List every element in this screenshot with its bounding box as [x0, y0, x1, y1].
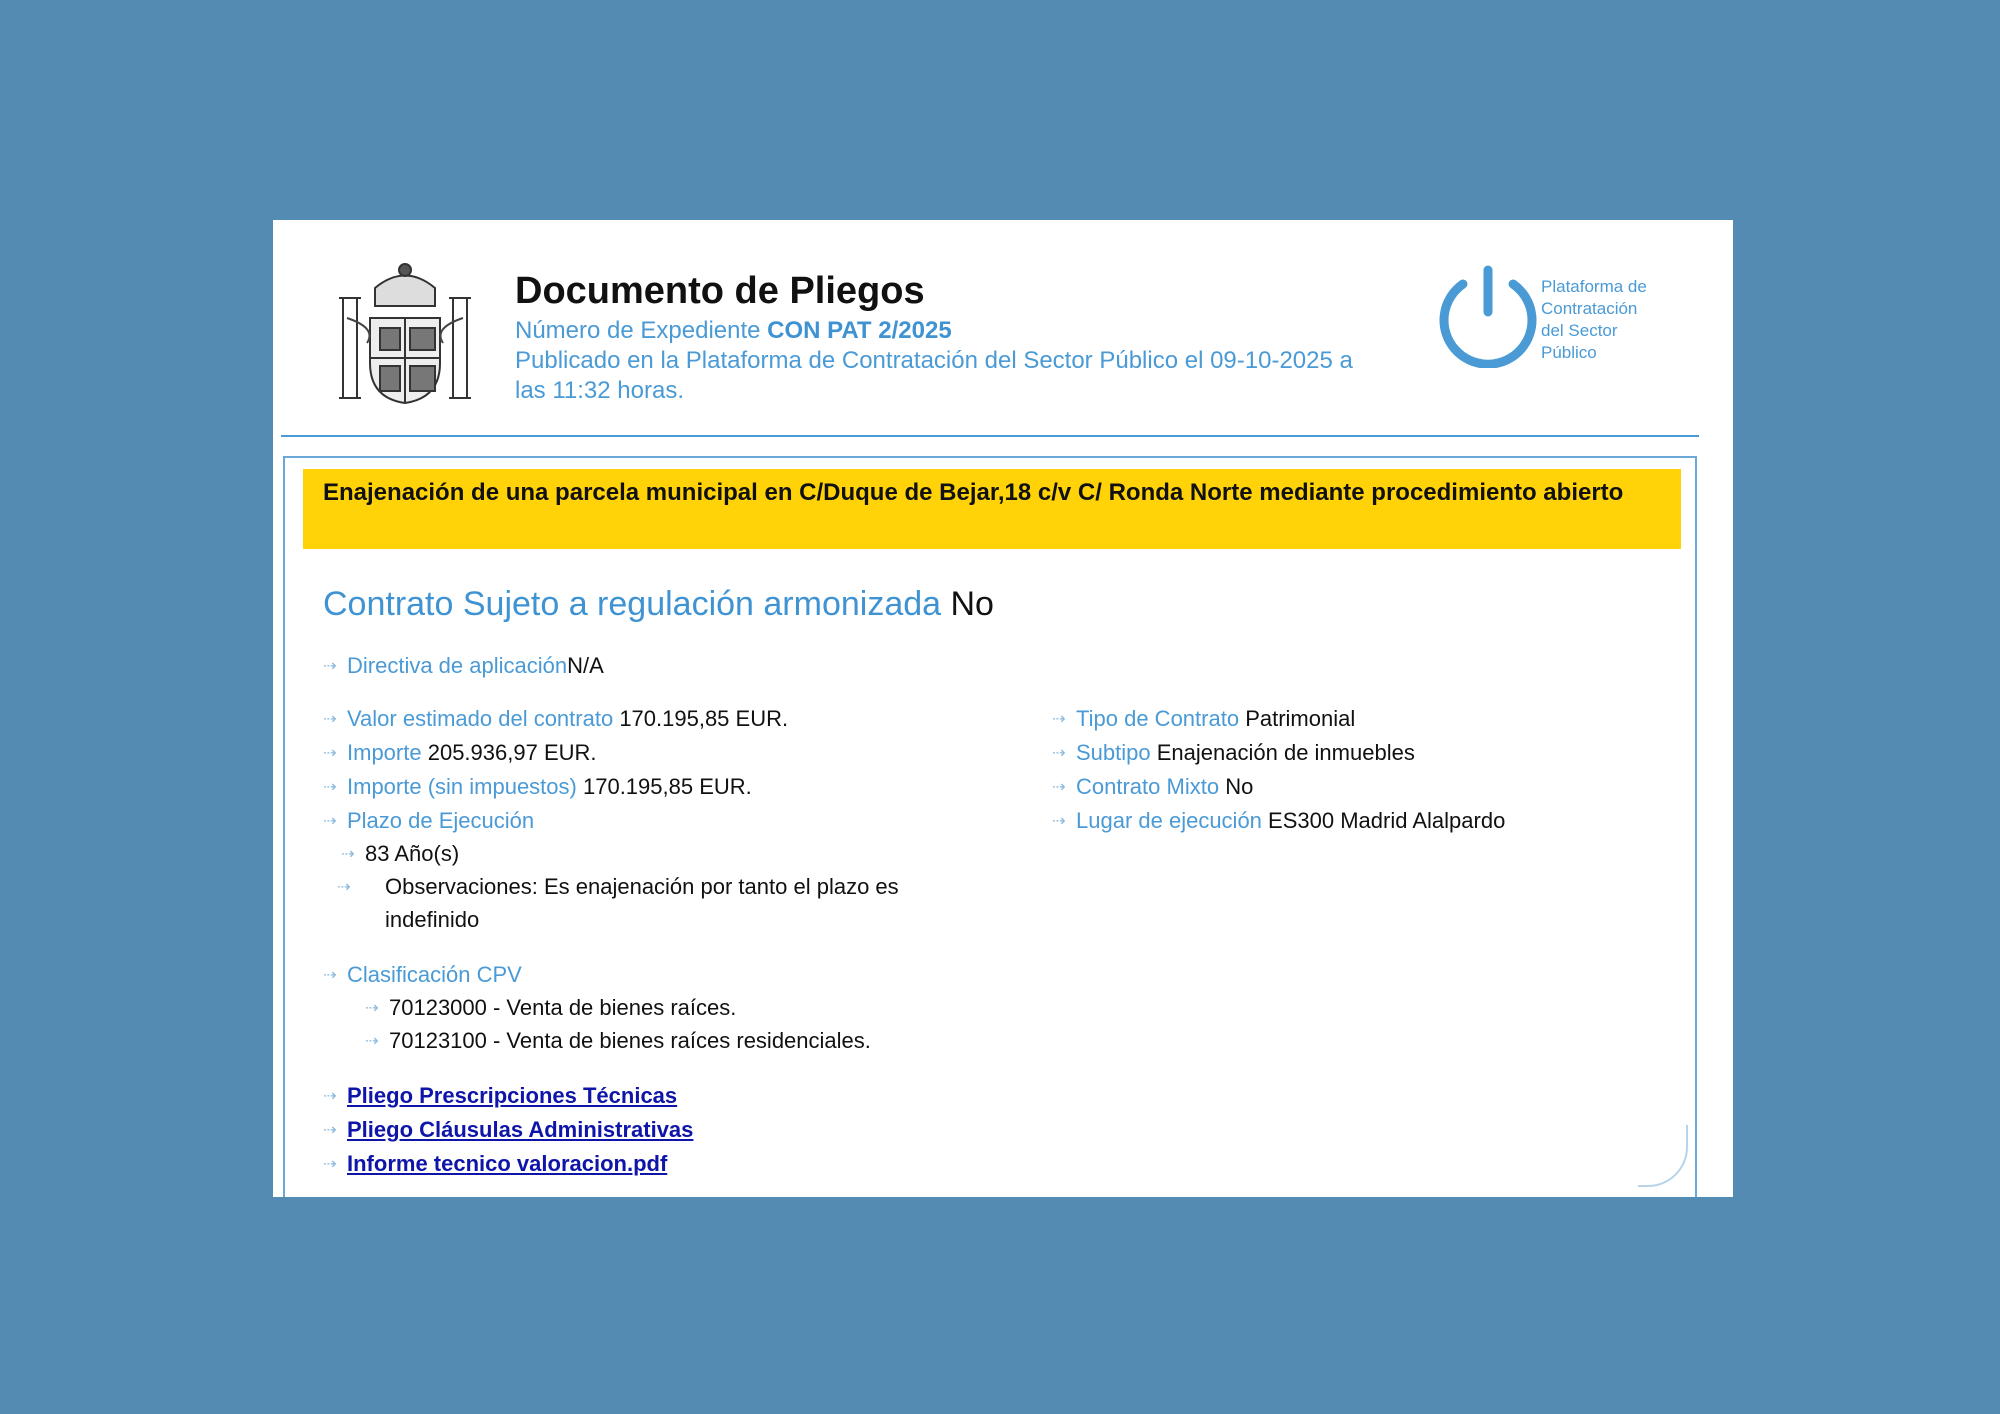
- plazo-duration: 83 Año(s): [365, 841, 460, 866]
- header-divider: [281, 435, 1699, 437]
- arrow-icon: ⇢: [323, 711, 337, 729]
- field-label: Valor estimado del contrato: [347, 706, 614, 731]
- cpv-label: Clasificación CPV: [347, 962, 522, 987]
- informe-tecnico-link[interactable]: Informe tecnico valoracion.pdf: [347, 1151, 668, 1176]
- field-row: [323, 805, 534, 838]
- field-label: Subtipo: [1076, 740, 1151, 765]
- field-value: N/A: [567, 653, 604, 678]
- regulation-line: [323, 585, 994, 624]
- field-value: Enajenación de inmuebles: [1156, 740, 1415, 765]
- field-row: [1052, 737, 1415, 770]
- plazo-observaciones: Observaciones: Es enajenación por tanto el plazo es indefinido: [385, 874, 899, 933]
- field-row: [323, 703, 788, 736]
- arrow-icon: ⇢: [1052, 711, 1066, 729]
- field-label: Importe (sin impuestos): [347, 774, 577, 799]
- document-link-row: [323, 1148, 667, 1181]
- directiva-row: [323, 650, 604, 683]
- logo-text-line: del Sector: [1541, 321, 1618, 340]
- platform-logo-text: [1541, 276, 1681, 364]
- arrow-icon: ⇢: [323, 1156, 337, 1174]
- arrow-icon: ⇢: [323, 779, 337, 797]
- arrow-icon: ⇢: [323, 967, 337, 985]
- contract-title-banner: Enajenación de una parcela municipal en C/Duque de Bejar,18 c/v C/ Ronda Norte mediante procedimiento abierto: [303, 469, 1681, 549]
- field-label: Directiva de aplicación: [347, 653, 568, 678]
- field-label: Importe: [347, 740, 422, 765]
- cpv-item-text: 70123000 - Venta de bienes raíces.: [389, 995, 737, 1020]
- cpv-row: [323, 959, 522, 992]
- arrow-icon: ⇢: [341, 846, 355, 864]
- field-value: No: [1225, 774, 1254, 799]
- expediente-line: [515, 316, 952, 346]
- cpv-item-text: 70123100 - Venta de bienes raíces residenciales.: [389, 1028, 871, 1053]
- field-value: 170.195,85 EUR.: [619, 706, 789, 731]
- document-page: [273, 220, 1733, 1197]
- published-line-1: Publicado en la Plataforma de Contratación del Sector Público el 09-10-2025 a: [515, 347, 1353, 374]
- arrow-icon: ⇢: [1052, 779, 1066, 797]
- arrow-icon: ⇢: [323, 1122, 337, 1140]
- field-row: [1052, 771, 1253, 804]
- arrow-icon: ⇢: [1052, 745, 1066, 763]
- expediente-label: Número de Expediente: [515, 317, 761, 344]
- expediente-number: CON PAT 2/2025: [767, 317, 952, 344]
- field-row: [1052, 703, 1355, 736]
- field-label: Lugar de ejecución: [1076, 808, 1262, 833]
- arrow-icon: ⇢: [323, 1088, 337, 1106]
- field-value: ES300 Madrid Alalpardo: [1268, 808, 1506, 833]
- field-row: [1052, 805, 1505, 838]
- coat-of-arms-icon: [335, 258, 475, 408]
- logo-text-line: Público: [1541, 343, 1597, 362]
- pliego-clausulas-link[interactable]: Pliego Cláusulas Administrativas: [347, 1117, 694, 1142]
- page-title: Documento de Pliegos: [515, 270, 925, 312]
- field-value: 205.936,97 EUR.: [427, 740, 597, 765]
- published-line-2: las 11:32 horas.: [515, 377, 684, 404]
- logo-text-line: Plataforma de: [1541, 277, 1647, 296]
- power-logo-icon: [1435, 262, 1541, 368]
- cpv-item: [365, 992, 736, 1025]
- regulation-value: No: [950, 585, 994, 623]
- logo-text-line: Contratación: [1541, 299, 1638, 318]
- field-label: Tipo de Contrato: [1076, 706, 1240, 731]
- arrow-icon: ⇢: [323, 813, 337, 831]
- plazo-duration-row: [341, 838, 459, 871]
- document-link-row: [323, 1114, 693, 1147]
- arrow-icon: ⇢: [365, 1000, 379, 1018]
- field-row: [323, 737, 597, 770]
- plazo-observaciones-row: [337, 871, 965, 936]
- document-link-row: [323, 1080, 677, 1113]
- field-label: Contrato Mixto: [1076, 774, 1220, 799]
- arrow-icon: ⇢: [365, 1033, 379, 1051]
- regulation-label: Contrato Sujeto a regulación armonizada: [323, 585, 942, 623]
- field-label: Plazo de Ejecución: [347, 808, 535, 833]
- arrow-icon: ⇢: [337, 879, 351, 897]
- arrow-icon: ⇢: [1052, 813, 1066, 831]
- field-row: [323, 771, 752, 804]
- cpv-item: [365, 1025, 871, 1058]
- field-value: Patrimonial: [1245, 706, 1356, 731]
- arrow-icon: ⇢: [323, 745, 337, 763]
- field-value: 170.195,85 EUR.: [582, 774, 752, 799]
- pliego-prescripciones-link[interactable]: Pliego Prescripciones Técnicas: [347, 1083, 678, 1108]
- arrow-icon: ⇢: [323, 658, 337, 676]
